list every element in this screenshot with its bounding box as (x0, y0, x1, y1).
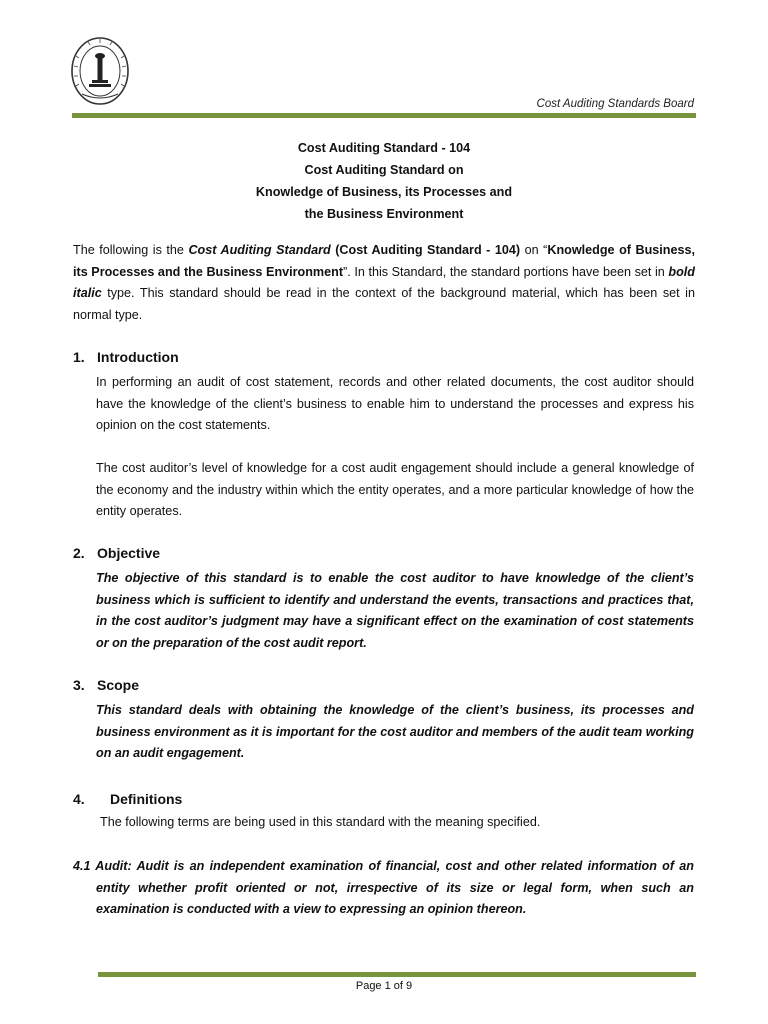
section-number: 3. (73, 677, 85, 693)
section-number: 4. (73, 791, 85, 807)
section-title: Introduction (97, 349, 179, 365)
intro-text-4: type. This standard should be read in the context of the background material, which has been set in normal type. (73, 286, 695, 322)
title-line-2: Cost Auditing Standard on (304, 163, 464, 177)
intro-bold-topic: Knowledge of Business, its Processes and the Business Environment (73, 243, 696, 279)
section-1-paragraph-2: The cost auditor’s level of knowledge for a cost audit engagement should include a general knowledge of the economy and the industry within which the entity operates, and a more particular knowledge of how the entity operates. (96, 461, 694, 518)
intro-text-1: The following is the (73, 243, 189, 257)
header-rule (72, 113, 696, 118)
section-2-heading (73, 545, 160, 561)
section-1-heading (73, 349, 179, 365)
document-title (72, 137, 696, 225)
footer-rule (98, 972, 696, 977)
institute-seal-icon (70, 36, 130, 110)
section-1-paragraph-1: In performing an audit of cost statement, records and other related documents, the cost auditor should have the knowledge of the client’s business to enable him to understand the processes and express his opinion on the cost statements. (96, 375, 694, 432)
title-line-3: Knowledge of Business, its Processes and (255, 185, 513, 199)
section-title: Objective (97, 545, 161, 561)
section-4-intro: The following terms are being used in this standard with the meaning specified. (100, 815, 541, 829)
section-4-heading (73, 791, 182, 807)
page-number: Page 1 of 9 (355, 980, 413, 992)
intro-text-3: ”. In this Standard, the standard portions have been set in (343, 264, 669, 279)
definition-4-1: 4.1 Audit: Audit is an independent examination of financial, cost and other related information of an entity whether profit oriented or not, irrespective of its size or legal form, when such an examination is conducted with a view to expressing an opinion thereon. (73, 859, 694, 916)
intro-bold-italic: bold italic (73, 264, 695, 300)
title-line-1: Cost Auditing Standard - 104 (297, 141, 471, 155)
title-line-4: the Business Environment (304, 207, 464, 221)
intro-paragraph (73, 240, 695, 326)
intro-text-2: on “ (520, 243, 548, 257)
section-number: 1. (73, 349, 85, 365)
section-2-paragraph: The objective of this standard is to enable the cost auditor to have knowledge of the client’s business which is sufficient to identify and understand the events, transactions and practices that, in the cost auditor’s judgment may have a significant effect on the examination of cost statements or on the preparation of the cost audit report. (96, 571, 694, 650)
intro-bold-standard: Cost Auditing Standard (188, 243, 331, 257)
section-3-paragraph: This standard deals with obtaining the knowledge of the client’s business, its processes and business environment as it is important for the cost auditor and members of the audit team working on an audit engagement. (96, 703, 694, 760)
intro-bold-number: (Cost Auditing Standard - 104) (330, 243, 521, 257)
section-title: Scope (97, 677, 140, 693)
section-3-heading (73, 677, 139, 693)
header-board-name: Cost Auditing Standards Board (536, 98, 694, 110)
section-title: Definitions (110, 791, 183, 807)
section-number: 2. (73, 545, 85, 561)
